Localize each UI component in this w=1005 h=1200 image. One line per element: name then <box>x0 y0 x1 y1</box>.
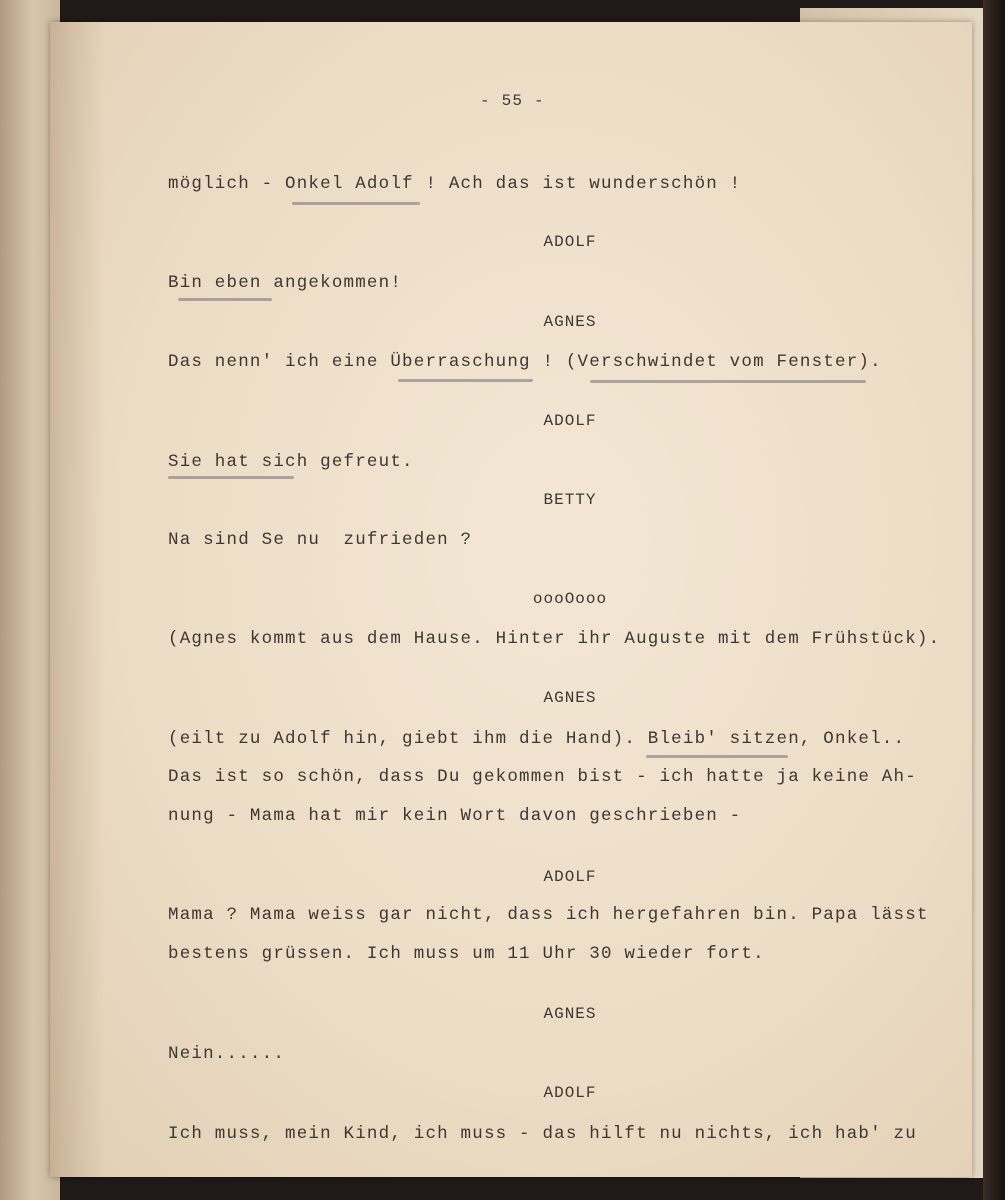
pencil-underline <box>590 380 866 383</box>
speaker-name: AGNES <box>543 1005 597 1023</box>
scene-separator: oooOooo <box>532 590 608 608</box>
pencil-underline <box>178 298 272 301</box>
dialogue-line: bestens grüssen. Ich muss um 11 Uhr 30 wieder fort. <box>168 944 765 964</box>
dialogue-line: möglich - Onkel Adolf ! Ach das ist wunderschön ! <box>168 174 742 194</box>
pencil-underline <box>168 476 294 479</box>
dialogue-line: Na sind Se nu zufrieden ? <box>168 530 473 550</box>
speaker-name: ADOLF <box>543 1084 597 1102</box>
pencil-underline <box>292 202 420 205</box>
speaker-name: BETTY <box>543 491 597 509</box>
speaker-name: AGNES <box>543 313 597 331</box>
pencil-underline <box>398 379 533 382</box>
dialogue-line: Sie hat sich gefreut. <box>168 452 414 472</box>
stage-direction: (Agnes kommt aus dem Hause. Hinter ihr Auguste mit dem Frühstück). <box>168 629 941 649</box>
dialogue-line: Das nenn' ich eine Überraschung ! (Verschwindet vom Fenster). <box>168 352 882 372</box>
dialogue-line: nung - Mama hat mir kein Wort davon geschrieben - <box>168 806 742 826</box>
speaker-name: ADOLF <box>543 412 597 430</box>
speaker-name: ADOLF <box>543 868 597 886</box>
speaker-name: ADOLF <box>543 233 597 251</box>
page-number: - 55 - <box>480 92 545 110</box>
book-cover-edge <box>983 0 1005 1200</box>
pencil-underline <box>646 755 788 758</box>
speaker-name: AGNES <box>543 689 597 707</box>
dialogue-line: Das ist so schön, dass Du gekommen bist - ich hatte ja keine Ah- <box>168 767 917 787</box>
typescript-page <box>50 22 972 1177</box>
dialogue-line: Bin eben angekommen! <box>168 273 403 293</box>
dialogue-line: (eilt zu Adolf hin, giebt ihm die Hand). Bleib' sitzen, Onkel.. <box>168 729 906 749</box>
dialogue-line: Nein...... <box>168 1044 286 1064</box>
dialogue-line: Ich muss, mein Kind, ich muss - das hilft nu nichts, ich hab' zu <box>168 1124 917 1144</box>
dialogue-line: Mama ? Mama weiss gar nicht, dass ich hergefahren bin. Papa lässt <box>168 905 929 925</box>
